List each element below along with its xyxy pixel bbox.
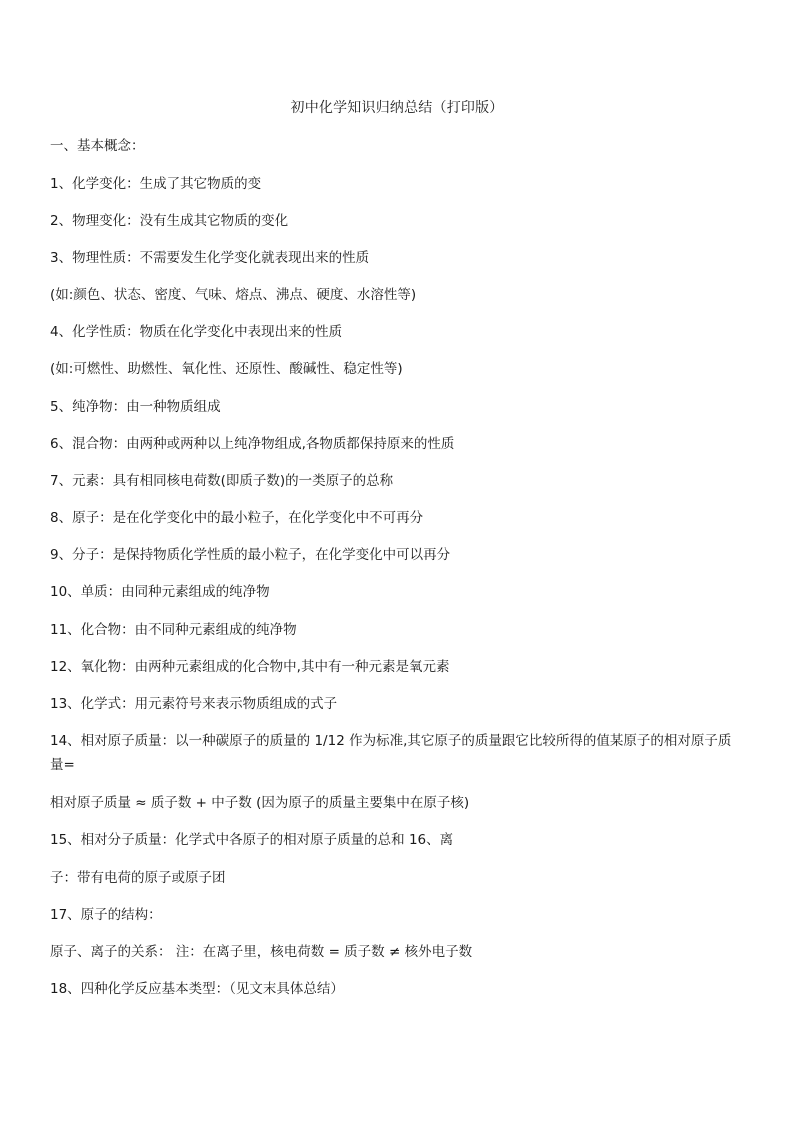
text-line: 11、化合物：由不同种元素组成的纯净物 bbox=[50, 622, 297, 638]
text-line: 15、相对分子质量：化学式中各原子的相对原子质量的总和 16、离 bbox=[50, 832, 454, 848]
text-line: 8、原子：是在化学变化中的最小粒子，在化学变化中不可再分 bbox=[50, 510, 424, 526]
text-line: 5、纯净物：由一种物质组成 bbox=[50, 399, 221, 415]
text-line: 14、相对原子质量：以一种碳原子的质量的 1/12 作为标准,其它原子的质量跟它比较所得的值某原子的相对原子质量= bbox=[50, 733, 732, 773]
text-line: 13、化学式：用元素符号来表示物质组成的式子 bbox=[50, 696, 338, 712]
text-line: 2、物理变化：没有生成其它物质的变化 bbox=[50, 213, 289, 229]
page-title: 初中化学知识归纳总结（打印版） bbox=[290, 100, 504, 116]
text-line: (如:颜色、状态、密度、气味、熔点、沸点、硬度、水溶性等) bbox=[50, 287, 417, 303]
text-line: 18、四种化学反应基本类型：（见文末具体总结） bbox=[50, 981, 344, 997]
text-line: 原子、离子的关系： 注：在离子里，核电荷数 = 质子数 ≠ 核外电子数 bbox=[50, 944, 473, 960]
text-line: 相对原子质量 ≈ 质子数 + 中子数 (因为原子的质量主要集中在原子核) bbox=[50, 795, 470, 811]
text-line: 12、氧化物：由两种元素组成的化合物中,其中有一种元素是氧元素 bbox=[50, 659, 450, 675]
text-line: 3、物理性质：不需要发生化学变化就表现出来的性质 bbox=[50, 250, 370, 266]
text-line: 7、元素：具有相同核电荷数(即质子数)的一类原子的总称 bbox=[50, 473, 394, 489]
text-line: 17、原子的结构： bbox=[50, 907, 162, 923]
text-line: (如:可燃性、助燃性、氧化性、还原性、酸碱性、稳定性等) bbox=[50, 361, 403, 377]
text-line: 10、单质：由同种元素组成的纯净物 bbox=[50, 584, 270, 600]
text-line: 9、分子：是保持物质化学性质的最小粒子，在化学变化中可以再分 bbox=[50, 547, 451, 563]
text-line: 4、化学性质：物质在化学变化中表现出来的性质 bbox=[50, 324, 343, 340]
text-line: 子：带有电荷的原子或原子团 bbox=[50, 870, 226, 886]
section-heading-basic-concepts: 一、基本概念： bbox=[50, 138, 145, 154]
text-line: 6、混合物：由两种或两种以上纯净物组成,各物质都保持原来的性质 bbox=[50, 436, 455, 452]
text-line: 1、化学变化：生成了其它物质的变 bbox=[50, 176, 262, 192]
